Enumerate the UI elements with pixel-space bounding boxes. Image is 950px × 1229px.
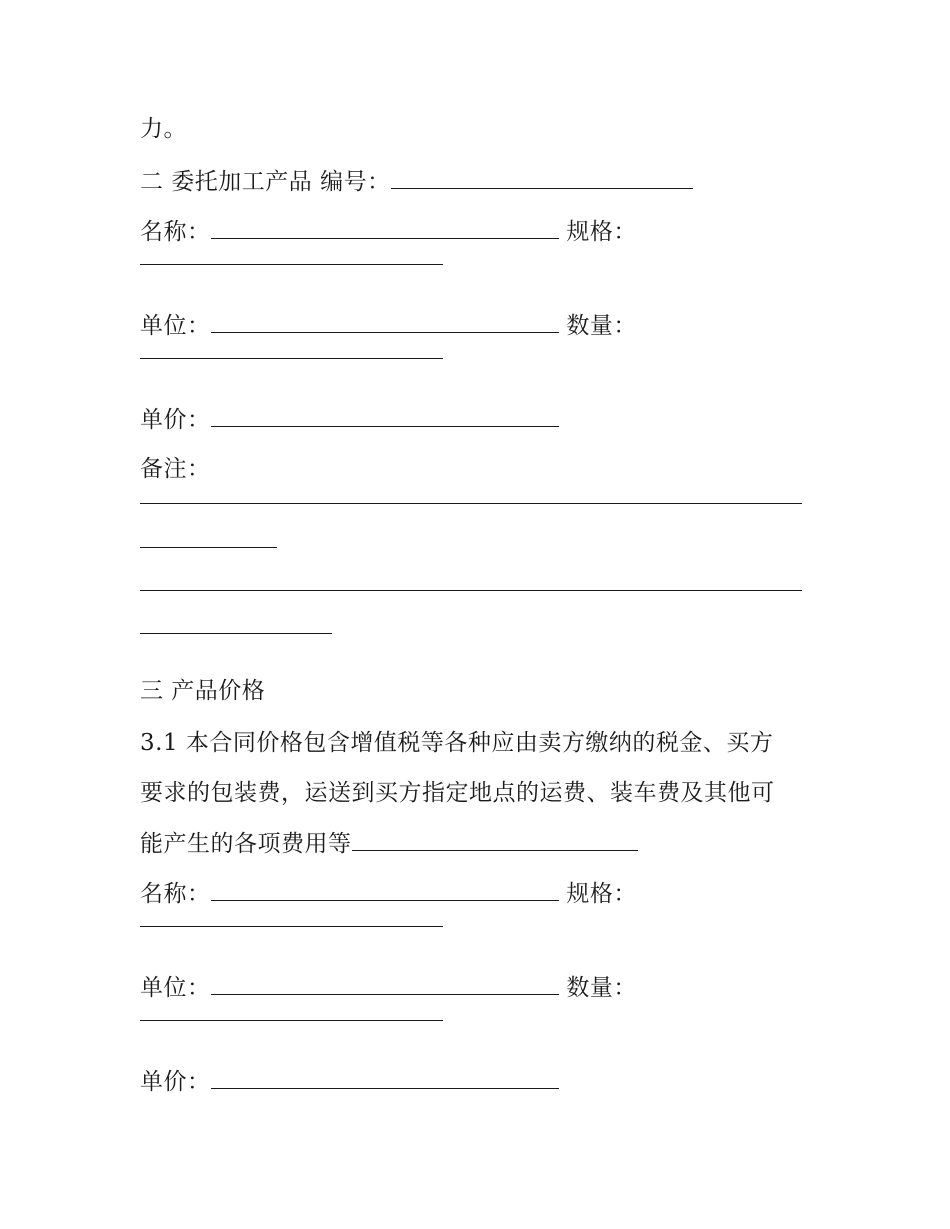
clause-3-1-line-2: 要求的包装费，运送到买方指定地点的运费、装车费及其他可 xyxy=(140,780,775,806)
unit-price-label: 单价： xyxy=(140,407,211,433)
spec-label: 规格： xyxy=(566,219,637,245)
quantity-label: 数量： xyxy=(566,975,637,1001)
section2-heading-row xyxy=(140,166,693,196)
form2-name-row xyxy=(140,878,637,908)
form2-unit-row xyxy=(140,972,637,1002)
unit-blank[interactable] xyxy=(211,972,559,995)
number-label: 编号： xyxy=(320,169,391,195)
section2-heading: 二 委托加工产品 xyxy=(140,169,313,195)
unit-price-blank[interactable] xyxy=(211,404,559,427)
spec-blank[interactable] xyxy=(140,264,443,265)
remarks-blank-line-1[interactable] xyxy=(140,503,802,504)
name-label: 名称： xyxy=(140,219,211,245)
quantity-blank[interactable] xyxy=(140,358,443,359)
name-label: 名称： xyxy=(140,881,211,907)
form1-unit-row xyxy=(140,310,637,340)
unit-price-blank[interactable] xyxy=(211,1066,559,1089)
fees-blank[interactable] xyxy=(352,828,638,851)
remarks-blank-line-2[interactable] xyxy=(140,547,277,548)
clause-3-1-line-1: 3.1 本合同价格包含增值税等各种应由卖方缴纳的税金、买方 xyxy=(140,730,774,756)
remarks-row xyxy=(140,454,211,484)
spec-label: 规格： xyxy=(566,881,637,907)
remarks-blank-line-3[interactable] xyxy=(140,590,802,591)
clause-3-1-line-3: 能产生的各项费用等 xyxy=(140,828,638,858)
form1-price-row xyxy=(140,404,559,434)
name-blank[interactable] xyxy=(211,878,559,901)
form1-name-row xyxy=(140,216,637,246)
quantity-blank[interactable] xyxy=(140,1020,443,1021)
section3-heading: 三 产品价格 xyxy=(140,678,266,704)
form2-price-row xyxy=(140,1066,559,1096)
spec-blank[interactable] xyxy=(140,926,443,927)
continuation-text: 力。 xyxy=(140,116,187,142)
unit-price-label: 单价： xyxy=(140,1069,211,1095)
quantity-label: 数量： xyxy=(566,313,637,339)
remarks-label: 备注： xyxy=(140,456,211,482)
unit-blank[interactable] xyxy=(211,310,559,333)
name-blank[interactable] xyxy=(211,216,559,239)
number-blank[interactable] xyxy=(391,166,693,189)
unit-label: 单位： xyxy=(140,313,211,339)
remarks-blank-line-4[interactable] xyxy=(140,633,332,634)
unit-label: 单位： xyxy=(140,975,211,1001)
